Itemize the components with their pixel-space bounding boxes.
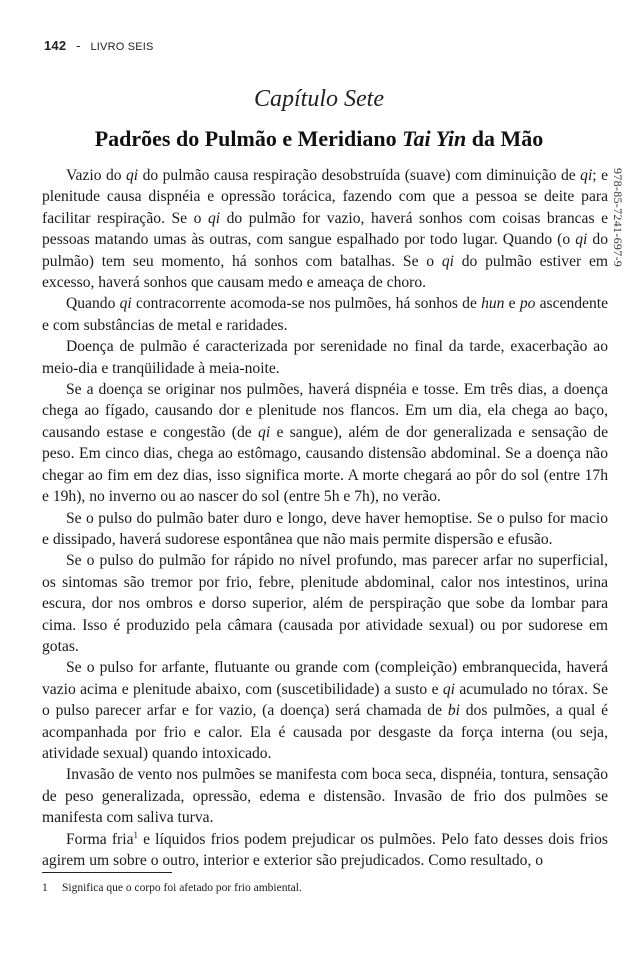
chapter-title bbox=[44, 126, 594, 152]
paragraph bbox=[42, 293, 608, 336]
text-run: e sangue), além de dor generalizada e sensação de peso. Em cinco dias, chega ao estômago, causando distensão abdominal. Se a doença não chegar ao fim em dez dias, isso significa morte. A morte chegará ao pôr do sol (entre 17h e 19h), no inverno ou ao nascer do sol (entre 5h e 7h), no verão. bbox=[42, 423, 608, 506]
text-run: Se o pulso for arfante, flutuante ou grande com (compleição) embranquecida, haverá vazio acima e plenitude abaixo, com (suscetibilidade) a susto e bbox=[42, 659, 608, 698]
italic-term: po bbox=[519, 295, 536, 313]
footnote-rule bbox=[42, 872, 172, 873]
footnote-ref: 1 bbox=[133, 829, 138, 840]
header-separator: - bbox=[76, 38, 81, 53]
text-run: Quando bbox=[66, 295, 120, 313]
text-run: Se a doença se originar nos pulmões, haverá dispnéia e tosse. Em três dias, a doença chega ao fígado, causando dor e plenitude nos flancos. Em um dia, ela chega ao baço, causando estase e congestão (de bbox=[42, 381, 608, 441]
paragraph bbox=[42, 508, 608, 551]
paragraph bbox=[42, 379, 608, 507]
side-isbn: 978-85-7241-697-9 bbox=[611, 168, 625, 268]
paragraph bbox=[42, 829, 608, 872]
text-run: do pulmão for vazio, haverá sonhos com coisas brancas e pessoas matando umas às outras, com sangue espalhado por todo lugar. Quando (o bbox=[42, 209, 608, 249]
chapter-title-part1: Padrões do Pulmão e Meridiano bbox=[94, 126, 403, 151]
footnote-mark: 1 bbox=[42, 882, 48, 894]
chapter-label: Capítulo Sete bbox=[254, 86, 384, 112]
italic-term: bi bbox=[447, 702, 460, 720]
italic-term: qi bbox=[580, 167, 593, 184]
text-run: Se o pulso do pulmão bater duro e longo, deve haver hemoptise. Se o pulso for macio e dissipado, haverá sudorese espontânea que não mais permite dispersão e efusão. bbox=[42, 509, 608, 548]
italic-term: qi bbox=[441, 252, 454, 270]
italic-term: qi bbox=[442, 680, 455, 698]
italic-term: qi bbox=[258, 423, 271, 441]
running-head bbox=[44, 38, 154, 53]
text-run: e líquidos frios podem prejudicar os pulmões. Pelo fato desses dois frios agirem um sobre o outro, interior e exterior são prejudicados. Como resultado, o bbox=[42, 830, 608, 869]
page-number: 142 bbox=[44, 38, 67, 53]
text-run: do pulmão) tem seu momento, há sonhos com batalhas. Se o bbox=[42, 231, 608, 270]
chapter-title-italic: Tai Yin bbox=[402, 126, 467, 151]
text-run: Invasão de vento nos pulmões se manifesta com boca seca, dispnéia, tontura, sensação de peso generalizada, opressão, edema e distensão. Invasão de frio dos pulmões se manifesta com saliva turva. bbox=[42, 766, 608, 827]
text-run: Se o pulso do pulmão for rápido no nível profundo, mas parecer arfar no superficial, os sintomas são tremor por frio, febre, plenitude abdominal, calor nos intestinos, urina escura, dor nos ombros e dorso superior, além de perspiração que sobe da lombar para cima. Isso é produzido pela câmara (causada por atividade sexual) ou por sudorese em gotas. bbox=[42, 552, 608, 655]
italic-term: qi bbox=[207, 209, 221, 227]
text-run: do pulmão causa respiração desobstruída (suave) com diminuição de bbox=[138, 167, 581, 184]
text-run: dos pulmões, a qual é acompanhada por frio e calor. Ela é causada por desgaste da força interna (ou seja, atividade sexual) quando intoxicado. bbox=[42, 702, 608, 762]
text-run: e bbox=[504, 295, 520, 313]
text-run: acumulado no tórax. Se o pulso parecer arfar e for vazio, (a doença) será chamada de bbox=[42, 680, 608, 720]
footnote bbox=[42, 881, 602, 896]
paragraph bbox=[42, 764, 608, 828]
paragraph bbox=[42, 550, 608, 657]
paragraph bbox=[42, 165, 608, 293]
paragraph bbox=[42, 657, 608, 764]
italic-term: hun bbox=[481, 295, 505, 313]
footnote-text: Significa que o corpo foi afetado por frio ambiental. bbox=[62, 882, 302, 894]
text-run: do pulmão estiver em excesso, haverá sonhos que causam medo e ameaça de choro. bbox=[42, 252, 608, 292]
italic-term: qi bbox=[119, 295, 132, 313]
chapter-title-part2: da Mão bbox=[466, 126, 544, 151]
text-run: ascendente e com substâncias de metal e raridades. bbox=[42, 295, 609, 334]
section-name: LIVRO SEIS bbox=[90, 41, 154, 53]
body-text bbox=[42, 165, 608, 871]
text-run: Doença de pulmão é caracterizada por serenidade no final da tarde, exacerbação ao meio-dia e tranqüilidade à meia-noite. bbox=[42, 338, 608, 377]
text-run: Forma fria bbox=[66, 830, 134, 848]
italic-term: qi bbox=[126, 167, 139, 184]
text-run: Vazio do bbox=[66, 167, 126, 184]
text-run: ; e plenitude causa dispnéia e opressão torácica, fazendo com que a pessoa se deite para facilitar respiração. Se o bbox=[42, 167, 608, 227]
italic-term: qi bbox=[575, 231, 588, 249]
paragraph bbox=[42, 336, 608, 379]
text-run: contracorrente acomoda-se nos pulmões, há sonhos de bbox=[131, 295, 482, 313]
